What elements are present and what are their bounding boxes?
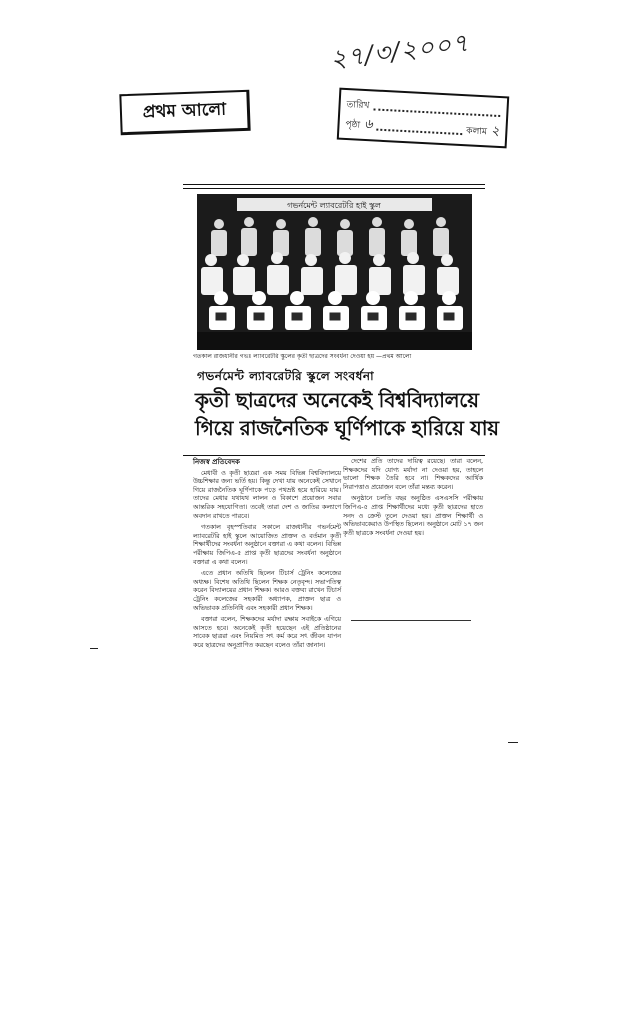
stamp-page-label: পৃষ্ঠা	[345, 119, 361, 131]
stamp-page-line	[376, 121, 462, 135]
headline-line-2: গিয়ে রাজনৈতিক ঘূর্ণিপাকে হারিয়ে যায়	[195, 416, 499, 440]
article-paragraph: মেধাবী ও কৃতী ছাত্ররা এক সময় বিভিন্ন বিশ্ববিদ্যালয়ে উচ্চশিক্ষার জন্য ভর্তি হয়। কিন্তু দেখা যায় অনেকেই সেখানে গিয়ে রাজনৈতিক ঘূর্ণিপাকে পড়ে পথভ্রষ্ট হয়ে হারিয়ে যায়। তাদের মেধার যথাযথ লালন ও বিকাশে প্রয়োজন সবার আন্তরিক সহযোগিতা। তবেই তারা দেশ ও জাতির কল্যাণে অবদান রাখতে পারবে।	[193, 469, 341, 520]
article-paragraph: গতকাল বৃহস্পতিবার সকালে রাজধানীর গভর্নমেন্ট ল্যাবরেটরি হাই স্কুলে আয়োজিত প্রাক্তন ও বর্তমান কৃতী শিক্ষার্থীদের সংবর্ধনা অনুষ্ঠানে বক্তারা এ কথা বলেন। বিভিন্ন পরীক্ষায় জিপিএ-৫ প্রাপ্ত কৃতী ছাত্রদের সংবর্ধনা অনুষ্ঠানে বক্তারা এ কথা বলেন।	[193, 524, 341, 566]
stamp-date-line	[373, 100, 501, 117]
article-paragraph: অনুষ্ঠানে চলতি বছর অনুষ্ঠিত এসএসসি পরীক্ষায় জিপিএ-৫ প্রাপ্ত শিক্ষার্থীদের মধ্যে কৃতী ছাত্রদের হাতে সনদ ও ক্রেস্ট তুলে দেওয়া হয়। প্রাক্তন শিক্ষার্থী ও অভিভাবকেরাও উপস্থিত ছিলেন। অনুষ্ঠানে মোট ১৭ জন কৃতী ছাত্রকে সংবর্ধনা দেওয়া হয়।	[343, 495, 483, 537]
article-paragraph: এতে প্রধান অতিথি ছিলেন টিচার্স ট্রেনিং কলেজের অধ্যক্ষ। বিশেষ অতিথি ছিলেন শিক্ষক নেতৃবৃন্দ। সভাপতিত্ব করেন বিদ্যালয়ের প্রধান শিক্ষক। আরও বক্তব্য রাখেন টিচার্স ট্রেনিং কলেজের সহকারী অধ্যাপক, প্রাক্তন ছাত্র ও অভিভাবক প্রতিনিধি এবং সহকারী প্রধান শিক্ষক।	[193, 570, 341, 612]
stamp-column-label: কলাম	[466, 125, 488, 137]
article-headline	[195, 386, 499, 442]
stamp-column-value: ২	[490, 123, 500, 139]
group-photo-drawing	[197, 194, 472, 350]
newspaper-name: প্রথম আলো	[142, 99, 227, 123]
date-page-stamp	[337, 88, 509, 149]
scan-speck	[508, 742, 518, 743]
group-photo	[197, 194, 472, 350]
top-rule-2	[183, 188, 485, 189]
article-paragraph: দেশের প্রতি তাদের দায়িত্ব রয়েছে। তারা বলেন, শিক্ষকদের যদি যোগ্য মর্যাদা না দেওয়া হয়, তাহলে ভালো শিক্ষক তৈরি হবে না। শিক্ষকদের আর্থিক নিরাপত্তাও প্রয়োজন বলে তাঁরা মন্তব্য করেন।	[343, 458, 483, 491]
stamp-date-label: তারিখ	[346, 99, 370, 111]
newspaper-clipping	[183, 178, 499, 764]
scan-speck	[90, 648, 98, 649]
article-column-left	[193, 458, 341, 653]
photo-caption: গতকাল রাজধানীর গভঃ ল্যাবরেটরি স্কুলের কৃতী ছাত্রদের সংবর্ধনা দেওয়া হয় —প্রথম আলো	[193, 353, 412, 360]
photo-banner-text: গভর্নমেন্ট ল্যাবরেটরি হাই স্কুল	[287, 201, 381, 210]
column-end-rule	[351, 620, 471, 621]
headline-line-1: কৃতী ছাত্রদের অনেকেই বিশ্ববিদ্যালয়ে	[195, 388, 479, 412]
headline-rule	[183, 455, 485, 456]
article-byline: নিজস্ব প্রতিবেদক	[193, 458, 240, 466]
top-rule	[183, 184, 485, 185]
newspaper-name-stamp	[119, 90, 250, 136]
article-column-right	[343, 458, 483, 541]
article-kicker: গভর্নমেন্ট ল্যাবরেটরি স্কুলে সংবর্ধনা	[197, 369, 375, 383]
handwritten-date: ২৭/৩/২০০৭	[328, 27, 471, 74]
article-paragraph: বক্তারা বলেন, শিক্ষকদের মর্যাদা রক্ষায় সবাইকে এগিয়ে আসতে হবে। অনেকেই কৃতী হয়েছেন এই প্রতিষ্ঠানের সাবেক ছাত্ররা এবং নিয়মিত সৎ কর্ম করে সৎ জীবন যাপন করে ছাত্রদের অনুপ্রাণিত করছেন বলেও তাঁরা জানান।	[193, 616, 341, 649]
stamp-page-value: ৬	[363, 116, 374, 132]
